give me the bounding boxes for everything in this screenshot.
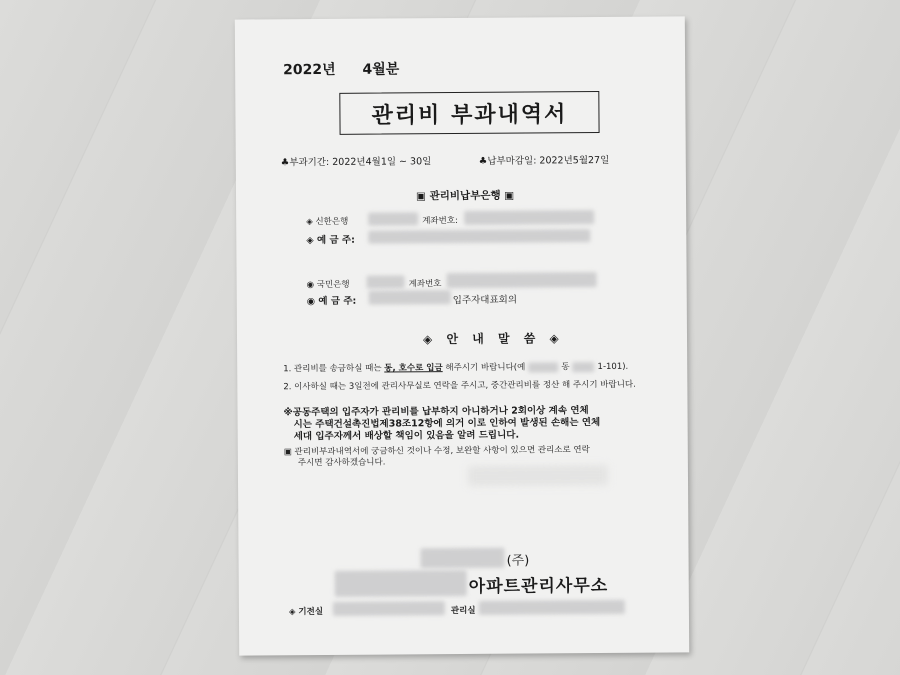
redacted-area [368,229,590,244]
guide-title: ◈ 안 내 말 씀 ◈ [422,331,564,347]
bank1-name: ◈ 신한은행 [306,216,349,228]
guide-item-1-tail: 동 [561,362,570,373]
document-title: 관리비 부과내역서 [339,91,599,135]
inquiry-line: ▣ 관리비부과내역서에 궁금하신 것이나 수정, 보완할 사항이 있으면 관리소로 연락 [283,445,590,458]
guide-item-1-pre: 1. 관리비를 송금하실 때는 [283,363,385,375]
guide-item-1-post: 해주시기 바랍니다(예 [442,362,526,374]
billing-document [235,16,689,655]
bank2-holder-suffix: 입주자대표회의 [452,294,518,307]
guide-item-1 [283,360,628,374]
redacted-area [333,601,445,616]
header-month: 4월분 [362,61,400,78]
bank2-name: ◉ 국민은행 [306,279,350,291]
bank1-holder-label: ◈ 예 금 주: [306,234,355,247]
notice-line: ※공동주택의 입주자가 관리비를 납부하지 아니하거나 2회이상 계속 연체 [283,405,589,419]
billing-period: ♣부과기간: 2022년4월1일 ~ 30일 [280,156,432,169]
guide-item-1-tail2: 1-101). [597,361,629,373]
redacted-area [464,210,594,225]
guide-item-2: 2. 이사하실 때는 3일전에 관리사무실로 연락을 주시고, 중간관리비를 정산 해 주시기 바랍니다. [283,379,636,393]
footer-electric-label: ◈ 기전실 [288,606,324,618]
inquiry-line: 주시면 감사하겠습니다. [297,457,386,469]
redacted-area [447,272,597,288]
bank2-holder-label: ◉ 예 금 주: [306,295,357,308]
bank-section-title: ▣ 관리비납부은행 ▣ [415,189,515,203]
redacted-area [368,212,418,225]
bank2-account-label: 계좌번호 [408,279,442,290]
due-date: ♣납부마감일: 2022년5월27일 [478,154,610,167]
redacted-area [335,570,467,597]
redacted-area [479,600,625,615]
redacted-area [367,275,405,288]
header-period [283,58,421,79]
redacted-area [572,362,594,372]
office-name: 아파트관리사무소 [468,575,609,597]
company-suffix: (주) [506,553,530,569]
redacted-area [528,362,558,372]
notice-line: 세대 입주자께서 배상할 책임이 있음을 알려 드립니다. [293,429,520,443]
redacted-area [369,290,451,305]
header-year: 2022년 [283,61,336,79]
bank1-account-label: 계좌번호: [422,216,458,227]
notice-line: 시는 주택건설촉진법제38조12항에 의거 이로 인하여 발생된 손해는 연체 [293,417,601,431]
redacted-area [420,548,504,569]
footer-mgmt-label: 관리실 [450,605,476,617]
notice-block [283,405,600,443]
show-through-mark [468,465,608,486]
guide-item-1-emph: 동, 호수로 입금 [384,363,443,374]
